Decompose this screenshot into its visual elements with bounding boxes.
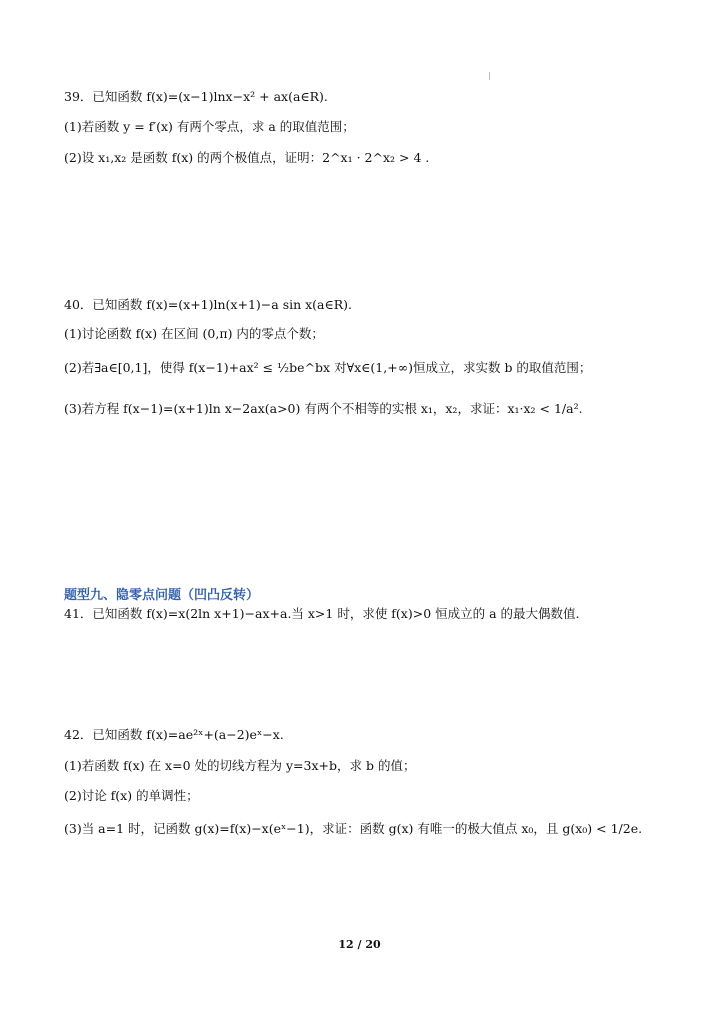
problem-40-statement [64, 294, 679, 316]
problem-39-part-1: (1)若函数 y = f′(x) 有两个零点，求 a 的取值范围； [64, 119, 355, 134]
problem-40-part-3: (3)若方程 f(x−1)=(x+1)ln x−2ax(a>0) 有两个不相等的实根 x₁，x₂，求证：x₁·x₂ < 1/a². [64, 401, 583, 416]
problem-42-part-3: (3)当 a=1 时，记函数 g(x)=f(x)−x(eˣ−1)，求证：函数 g(x) 有唯一的极大值点 x₀，且 g(x₀) < 1/2e. [64, 821, 643, 836]
problem-42-statement [64, 724, 679, 746]
problem-39-statement [64, 86, 679, 108]
problem-number: 42． [64, 727, 93, 742]
problem-40-part-1: (1)讨论函数 f(x) 在区间 (0,π) 内的零点个数； [64, 326, 324, 341]
problem-41-statement [64, 603, 679, 625]
problem-42-part-1: (1)若函数 f(x) 在 x=0 处的切线方程为 y=3x+b，求 b 的值； [64, 758, 416, 773]
problem-number: 41． [64, 606, 93, 621]
problem-39-part-2: (2)设 x₁,x₂ 是函数 f(x) 的两个极值点，证明：2^x₁ · 2^x₂ > 4 . [64, 150, 430, 165]
margin-mark [489, 72, 490, 80]
section-heading: 题型九、隐零点问题（凹凸反转） [64, 588, 260, 603]
problem-42-part-2: (2)讨论 f(x) 的单调性； [64, 788, 199, 803]
problem-text: 已知函数 f(x)=ae²ˣ+(a−2)eˣ−x. [92, 727, 284, 742]
problem-number: 40． [64, 297, 93, 312]
problem-text: 已知函数 f(x)=x(2ln x+1)−ax+a.当 x>1 时，求使 f(x)>0 恒成立的 a 的最大偶数值. [92, 606, 580, 621]
problem-40-part-2: (2)若∃a∈[0,1]，使得 f(x−1)+ax² ≤ ½be^bx 对∀x∈(1,+∞)恒成立，求实数 b 的取值范围； [64, 360, 592, 375]
problem-number: 39． [64, 89, 93, 104]
problem-text: 已知函数 f(x)=(x+1)ln(x+1)−a sin x(a∈R). [92, 297, 353, 312]
page-number: 12 / 20 [338, 938, 381, 951]
problem-text: 已知函数 f(x)=(x−1)lnx−x² + ax(a∈R). [92, 89, 328, 104]
